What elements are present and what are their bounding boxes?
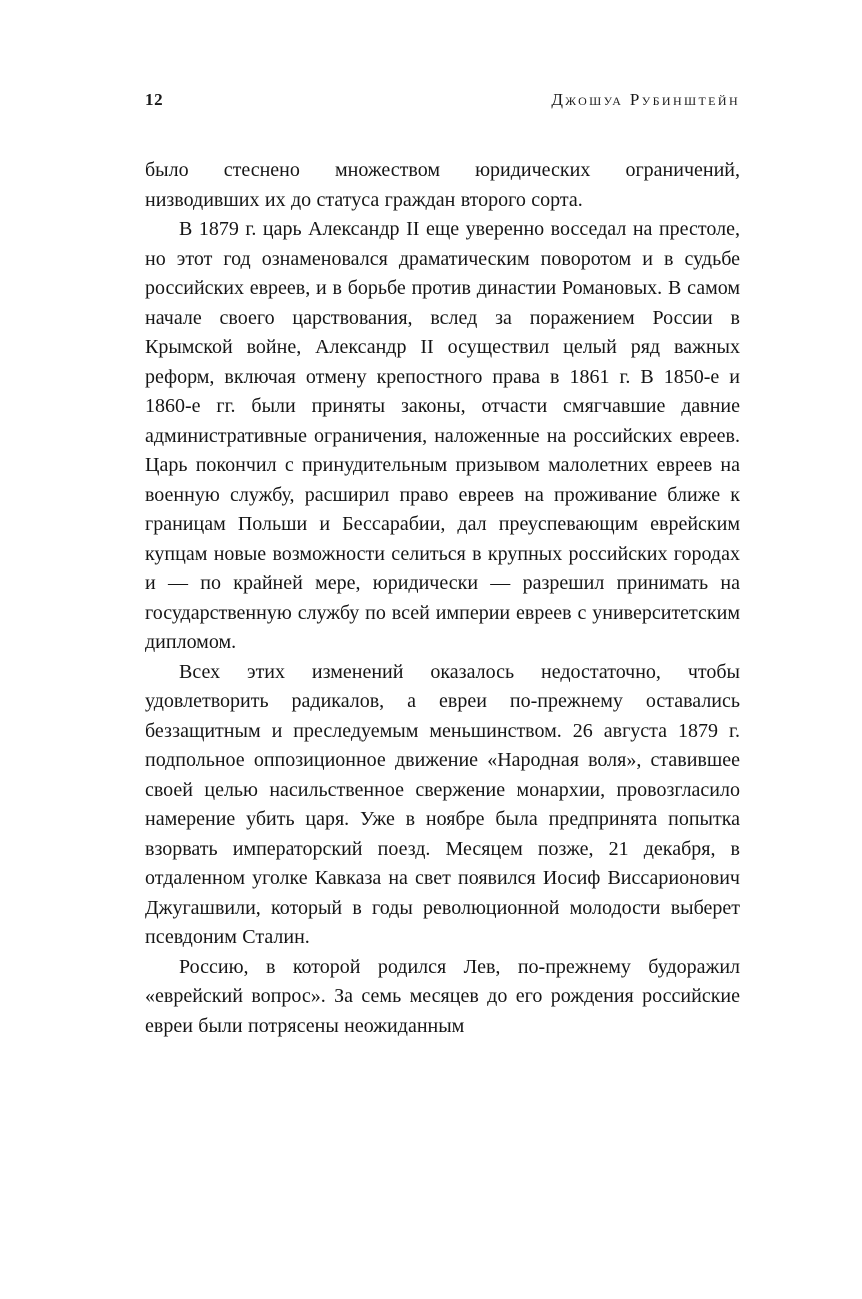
running-header-author: Джошуа Рубинштейн: [551, 90, 740, 109]
running-head: [145, 90, 740, 110]
paragraph: Россию, в которой родился Лев, по-прежнему будоражил «еврейский вопрос». За семь месяцев до его рождения российские евреи были потрясены неожиданным: [145, 955, 740, 1037]
paragraph: Всех этих изменений оказалось недостаточно, чтобы удовлетворить радикалов, а евреи по-прежнему оставались беззащитным и преследуемым меньшинством. 26 августа 1879 г. подпольное оппозиционное движение «Народная воля», ставившее своей целью насильственное свержение монархии, провозгласило намерение убить царя. Уже в ноябре была предпринята попытка взорвать императорский поезд. Месяцем позже, 21 декабря, в отдаленном уголке Кавказа на свет появился Иосиф Виссарионович Джугашвили, который в годы революционной молодости выберет псевдоним Сталин.: [145, 660, 740, 948]
body-text: [145, 156, 740, 1041]
page-number: 12: [145, 90, 164, 109]
paragraph: В 1879 г. царь Александр II еще уверенно восседал на престоле, но этот год ознаменовался драматическим поворотом и в судьбе российских евреев, и в борьбе против династии Романовых. В самом начале своего царствования, вслед за поражением России в Крымской войне, Александр II осуществил целый ряд важных реформ, включая отмену крепостного права в 1861 г. В 1850-е и 1860-е гг. были приняты законы, отчасти смягчавшие давние административные ограничения, наложенные на российских евреев. Царь покончил с принудительным призывом малолетних евреев на военную службу, расширил право евреев на проживание ближе к границам Польши и Бессарабии, дал преуспевающим еврейским купцам новые возможности селиться в крупных российских городах и — по крайней мере, юридически — разрешил принимать на государственную службу по всей империи евреев с университетским дипломом.: [145, 218, 740, 653]
paragraph: было стеснено множеством юридических ограничений, низводивших их до статуса граждан второго сорта.: [145, 159, 740, 211]
